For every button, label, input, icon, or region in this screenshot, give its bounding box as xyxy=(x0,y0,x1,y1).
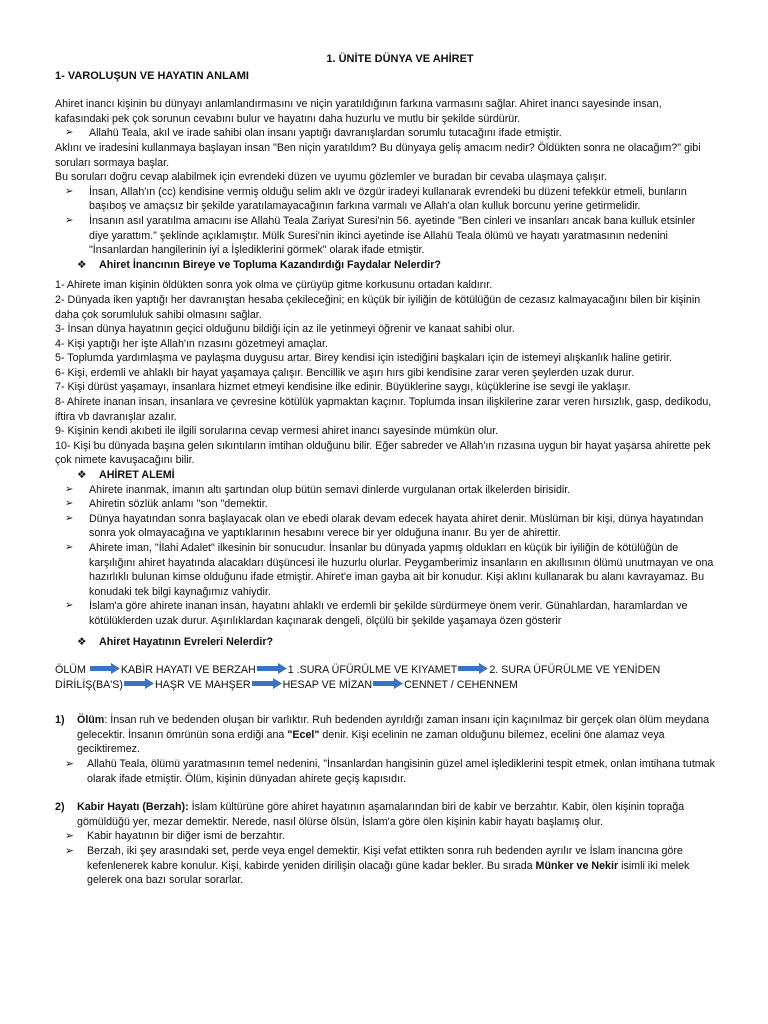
stage-hesap: HESAP VE MİZAN xyxy=(282,679,373,692)
arrow-bullet-icon: ➢ xyxy=(65,185,74,197)
stage-cennet: CENNET / CEHENNEM xyxy=(404,679,518,692)
benefits-list xyxy=(55,278,715,468)
right-arrow-icon xyxy=(90,663,120,674)
right-arrow-icon xyxy=(458,663,488,674)
numbered-section-olum: 1) Ölüm: İnsan ruh ve bedenden oluşan bir varlıktır. Ruh bedenden ayrıldığı zaman insanı için kaçınılmaz bir gerçek olan ölüm meydana gelecektir. İnsanın ömrünün sona erdiği ana "Ecel" denir. Kişi ecelinin ne zaman olduğunu bilemez, ecelini öne alamaz veya geciktiremez. xyxy=(55,714,710,756)
list-item: ➢ Ahirete inanmak, imanın altı şartından olup bütün semavi dinlerde vurgulanan ortak ilkelerden birisidir. xyxy=(65,483,571,496)
ahiret-alemi-list xyxy=(55,483,715,629)
list-item: 7- Kişi dürüst yaşamayı, insanlara hizmet etmeyi kendisine ilke edinir. Büyüklerine saygı, küçüklerine ise sevgi ile yaklaşır. xyxy=(55,381,631,394)
list-item: 10- Kişi bu dünyada başına gelen sıkıntıların imtihan olduğunu bilir. Eğer sabreder ve Allah'ın rızasına uygun bir hayat yaşarsa ahirette pek çok nimete kavuşacağını bilir. xyxy=(55,439,711,467)
diamond-bullet-icon: ❖ xyxy=(77,469,87,482)
list-item: ➢ İnsan, Allah'ın (cc) kendisine vermiş olduğu selim aklı ve özgür iradeyi kullanarak evrendeki bu düzeni tefekkür etmeli, bunların başıboş ve amaçsız bir şekilde yaratılamayacağının farkına varmalı ve Allah'a olan kulluk borcunu yerine getirmelidir. xyxy=(65,185,687,213)
stage-olum: ÖLÜM xyxy=(55,664,86,677)
arrow-bullet-icon: ➢ xyxy=(65,542,74,553)
arrow-bullet-icon: ➢ xyxy=(65,483,74,495)
paragraph: Ahiret inancı kişinin bu dünyayı anlamlandırmasını ve niçin yaratıldığının farkına varmasını sağlar. Ahiret inancı sayesinde insan, kafasındaki pek çok sorunun cevabını bulur ve hayatını daha huzurlu ve mutlu bir şekilde sürdürür. xyxy=(55,98,662,125)
document-page xyxy=(55,52,715,888)
list-item: ➢ Ahirete iman, "İlahi Adalet" ilkesinin bir sonucudur. İnsanlar bu dünyada yapmış oldukları en küçük bir iyiliğin de kötülüğün de karşılığını ahiret hayatında alacakları düşüncesi ile huzurlu olurlar. Peygamberimiz insanların en akıllısının ölümü unutmayan ve ona hazırlıklı bulunan kimse olduğunu ifade etmiştir. Ahiret'e iman gayba ait bir konudur. Kişi aklını kullanarak bu alanı kavrayamaz. Bu konudaki tek bilgi kaynağımız vahiydir. xyxy=(65,542,714,598)
stages-flow xyxy=(55,663,715,693)
right-arrow-icon xyxy=(257,663,287,674)
list-item: ➢ Berzah, iki şey arasındaki set, perde veya engel demektir. Kişi vefat ettikten sonra ruh bedenden ayrılır ve İslam inancına göre kefenlenerek kabre konulur. Kişi, kabirde yeniden dirilişin olacağı güne kadar bekler. Bu sırada Münker ve Nekir isimli iki melek gelerek ona bazı sorular sorarlar. xyxy=(65,844,690,887)
unit-title: 1. ÜNİTE DÜNYA VE AHİRET xyxy=(326,53,474,65)
right-arrow-icon xyxy=(373,678,403,689)
stage-hasr: HAŞR VE MAHŞER xyxy=(154,679,251,692)
numbered-section-kabir: 2) Kabir Hayatı (Berzah): İslam kültürüne göre ahiret hayatının aşamalarından biri de kabir ve berzahtır. Kabir, ölen kişinin toprağa gömüldüğü yer, mezar demektir. Nerede, nasıl ölürse ölsün, İslam'a göre ölen kişinin kabir hayatı başlamış olur. xyxy=(55,801,685,828)
section-heading-faydalar: ❖ Ahiret İnancının Bireye ve Topluma Kazandırdığı Faydalar Nelerdir? xyxy=(77,258,441,271)
list-item: 4- Kişi yaptığı her işte Allah'ın rızasını gözetmeyi amaçlar. xyxy=(55,337,328,350)
list-item: 3- İnsan dünya hayatının geçici olduğunu bildiği için az ile yetinmeyi öğrenir ve kanaat sahibi olur. xyxy=(55,323,515,336)
right-arrow-icon xyxy=(252,678,282,689)
list-item: 2- Dünyada iken yaptığı her davranıştan hesaba çekileceğini; en küçük bir iyiliğin de kötülüğün de cezasız kalmayacağını bilen bir kişinin daha çok sorumluluk sahibi olmasını sağlar. xyxy=(55,293,701,321)
stage-kabir: KABİR HAYATI VE BERZAH xyxy=(120,664,256,677)
list-item: ➢ Allahü Teala, akıl ve irade sahibi olan insanı yaptığı davranışlardan sorumlu tutacağını ifade etmiştir. xyxy=(65,127,562,140)
list-item: 1- Ahirete iman kişinin öldükten sonra yok olma ve çürüyüp gitme korkusunu ortadan kaldırır. xyxy=(55,279,493,292)
list-item: 8- Ahirete inanan insan, insanlara ve çevresine kötülük yapmaktan kaçınır. Toplumda insan ilişkilerine zarar veren hırsızlık, gasp, dedikodu, iftira vb davranışlar azalır. xyxy=(55,396,712,423)
list-item: ➢ İslam'a göre ahirete inanan insan, hayatını ahlaklı ve erdemli bir şekilde sürdürmeye önem verir. Günahlardan, haramlardan ve kötülüklerden uzak durur. Aşırılıklardan kaçınarak dengeli, ölçülü bir şekilde yaşamaya özen gösterir xyxy=(65,600,688,627)
list-item: ➢ İnsanın asıl yaratılma amacını ise Allahü Teala Zariyat Suresi'nin 56. ayetinde "Ben cinleri ve insanları ancak bana kulluk etsinler diye yarattım." şeklinde açıklamıştır. Mülk Suresi'nin ikinci ayetinde ise Allahü Teala ölümü ve hayatı yaratmasının nedenini "İnsanlardan hangilerinin iyi a İşlediklerini görmek" olarak ifade etmiştir. xyxy=(65,214,696,257)
olum-title: Ölüm xyxy=(77,714,105,727)
item-number: 2) xyxy=(55,801,65,814)
list-item: ➢ Dünya hayatından sonra başlayacak olan ve ebedi olarak devam edecek hayata ahiret denir. Müslüman bir kişi, dünya hayatından sonra yok olmayacağına ve yaptıklarının hesabını verece bir yer olduğuna inanır. Bu yer de ahirettir. xyxy=(65,512,704,540)
arrow-bullet-icon: ➢ xyxy=(65,214,74,226)
kabir-title: Kabir Hayatı (Berzah): xyxy=(77,801,189,814)
diamond-bullet-icon: ❖ xyxy=(77,635,87,648)
arrow-bullet-icon: ➢ xyxy=(65,830,74,843)
list-item: 5- Toplumda yardımlaşma ve paylaşma duygusu artar. Birey kendisi için istediğini başkaları için de istemeyi alışkanlık haline getirir. xyxy=(55,352,672,365)
heading-number: 1 xyxy=(55,69,62,82)
heading-text: - VAROLUŞUN VE HAYATIN ANLAMI xyxy=(61,69,249,82)
list-item: ➢ Kabir hayatının bir diğer ismi de berzahtır. xyxy=(65,830,285,843)
section-heading-varolus xyxy=(55,69,715,84)
diamond-bullet-icon: ❖ xyxy=(77,258,87,271)
paragraph: Bu soruları doğru cevap alabilmek için evrendeki düzen ve uyumu gözlemler ve buradan bir cevaba ulaşmaya çalışır. xyxy=(55,171,607,184)
arrow-bullet-icon: ➢ xyxy=(65,600,74,612)
ecel-term: "Ecel" xyxy=(287,728,320,741)
list-item: ➢ Allahü Teala, ölümü yaratmasının temel nedenini, "İnsanlardan hangisinin güzel amel işlediklerini tespit etmek, onlan imtihana tutmak olarak ifade etmiştir. Ölüm, kişinin dünyadan ahirete geçiş kapısıdır. xyxy=(65,757,715,785)
section-heading-ahiret-alemi: ❖ AHİRET ALEMİ xyxy=(77,469,175,482)
arrow-bullet-icon: ➢ xyxy=(65,844,74,857)
arrow-bullet-icon: ➢ xyxy=(65,498,74,510)
list-item: 9- Kişinin kendi akıbeti ile ilgili sorularına cevap vermesi ahiret inancı sayesinde mümkün olur. xyxy=(55,425,499,438)
item-number: 1) xyxy=(55,714,65,727)
paragraph: Aklını ve iradesini kullanmaya başlayan insan "Ben niçin yaratıldım? Bu dünyaya geliş amacım nedir? Öldükten sonra ne olacağım?" gibi soruları sormaya başlar. xyxy=(55,141,701,169)
list-item: 6- Kişi, erdemli ve ahlaklı bir hayat yaşamaya çalışır. Bencillik ve aşırı hırs gibi kendisine zarar veren şeylerden uzak durur. xyxy=(55,366,635,379)
list-item: ➢ Ahiretin sözlük anlamı "son "demektir. xyxy=(65,498,268,511)
section-heading-evreler: ❖ Ahiret Hayatının Evreleri Nelerdir? xyxy=(77,635,274,648)
arrow-bullet-icon: ➢ xyxy=(65,757,74,770)
munker-nekir-term: Münker ve Nekir xyxy=(535,859,619,872)
arrow-bullet-icon: ➢ xyxy=(65,127,74,139)
right-arrow-icon xyxy=(124,678,154,689)
arrow-bullet-icon: ➢ xyxy=(65,512,74,524)
stage-sura-2: 2. SURA ÜFÜRÜLME VE YENİDEN DİRİLİŞ(BA'S) xyxy=(55,664,661,692)
stage-sura-1: 1 .SURA ÜFÜRÜLME VE KIYAMET xyxy=(287,664,458,677)
